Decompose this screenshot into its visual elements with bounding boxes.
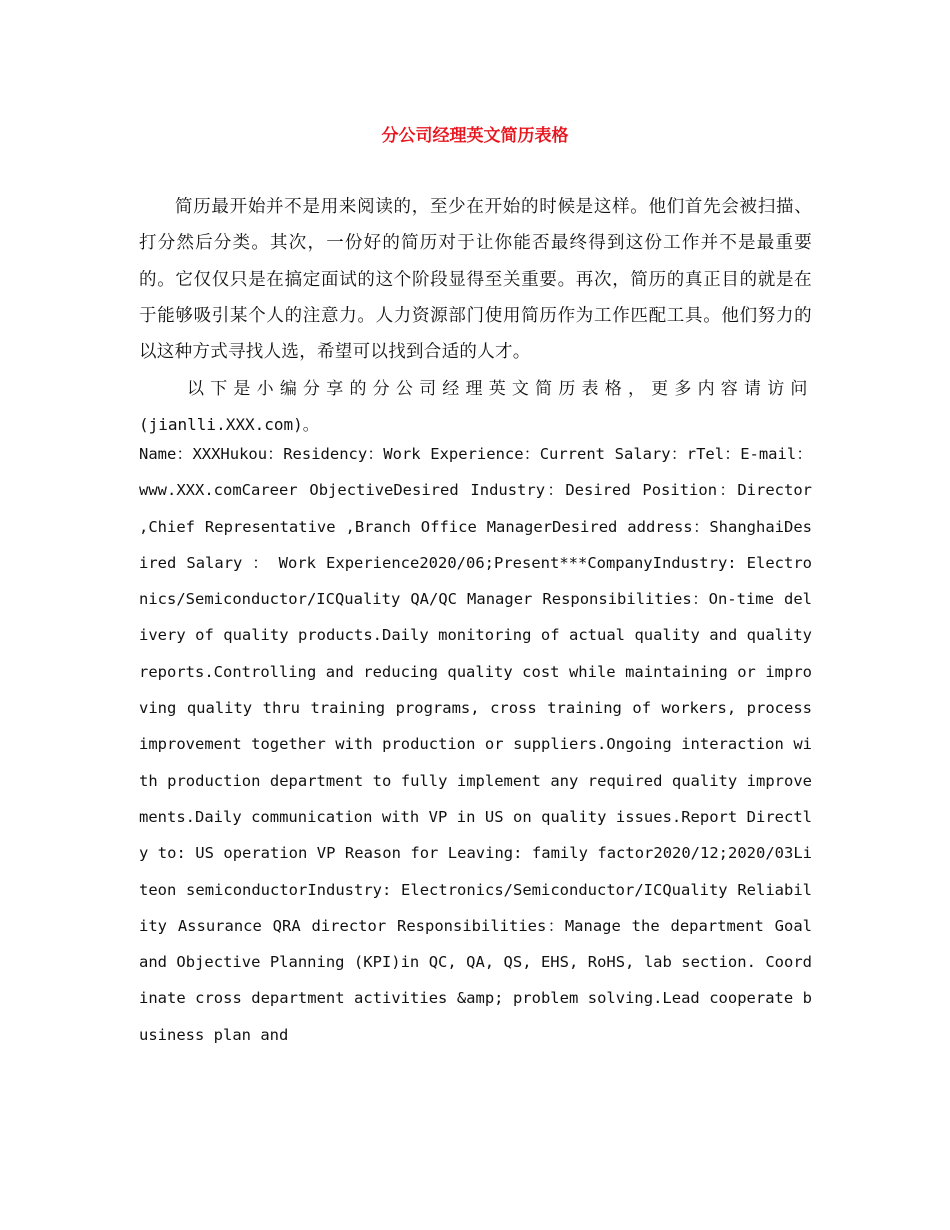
share-text: 以下是小编分享的分公司经理英文简历表格，更多内容请访问 xyxy=(187,379,812,399)
document-title: 分公司经理英文简历表格 xyxy=(381,126,569,146)
share-url: (jianlli.XXX.com)。 xyxy=(139,415,319,435)
share-paragraph xyxy=(139,371,812,444)
resume-paragraph: Name：XXXHukou：Residency：Work Experience：Current Salary：rTel：E-mail：www.XXX.comCareer ObjectiveDesired Industry：Desired Position：Director ,Chief Representative ,Branch Office ManagerDesired address：ShanghaiDesired Salary ： Work Experience2020/06;Present***CompanyIndustry: Electronics/Semiconductor/ICQuality QA/QC Manager Responsibilities：On-time delivery of quality products.Daily monitoring of actual quality and quality reports.Controlling and reducing quality cost while maintaining or improving quality thru training programs, cross training of workers, process improvement together with production or suppliers.Ongoing interaction with production department to fully implement any required quality improvements.Daily communication with VP in US on quality issues.Report Directly to: US operation VP Reason for Leaving: family factor2020/12;2020/03Liteon semiconductorIndustry: Electronics/Semiconductor/ICQuality Reliability Assurance QRA director Responsibilities：Manage the department Goal and Objective Planning (KPI)in QC, QA, QS, EHS, RoHS, lab section. Coordinate cross department activities &amp; problem solving.Lead cooperate business plan and xyxy=(139,445,812,1044)
intro-paragraph: 简历最开始并不是用来阅读的，至少在开始的时候是这样。他们首先会被扫描、打分然后分类。其次，一份好的简历对于让你能否最终得到这份工作并不是最重要的。它仅仅只是在搞定面试的这个阶段显得至关重要。再次，简历的真正目的就是在于能够吸引某个人的注意力。人力资源部门使用简历作为工作匹配工具。他们努力的以这种方式寻找人选，希望可以找到合适的人才。 xyxy=(139,197,812,363)
